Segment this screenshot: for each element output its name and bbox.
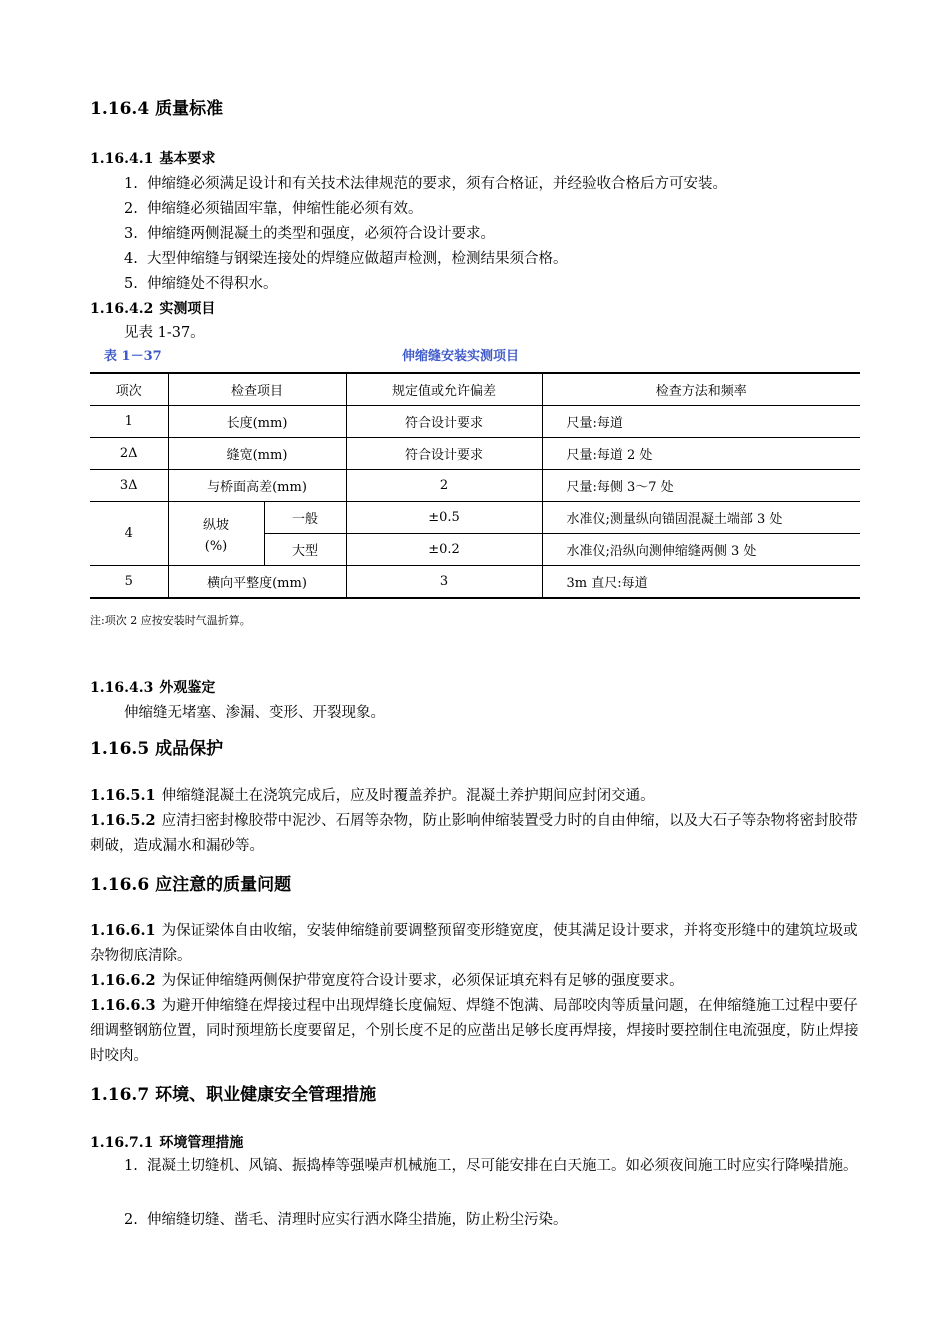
- subsection-1-16-4-2-heading: [90, 298, 215, 318]
- paragraph-text: 为保证梁体自由收缩，安装伸缩缝前要调整预留变形缝宽度，使其满足设计要求，并将变形缝中的建筑垃圾或杂物彻底清除。: [90, 923, 858, 964]
- header-cell: 检查方法和频率: [542, 373, 860, 406]
- table-label: 表 1－37: [104, 349, 162, 364]
- table-cell: 水准仪;测量纵向锚固混凝土端部 3 处: [542, 502, 860, 534]
- subsection-title: 实测项目: [159, 301, 216, 317]
- paragraph-number: 1.16.6.3: [90, 997, 156, 1014]
- paragraph-number: 1.16.5.1: [90, 787, 156, 804]
- inspection-table: [90, 372, 860, 599]
- table-cell: 3m 直尺:每道: [542, 566, 860, 599]
- table-row: [90, 438, 860, 470]
- table-note: 注:项次 2 应按安装时气温折算。: [90, 614, 251, 627]
- table-cell: 缝宽(mm): [168, 438, 346, 470]
- table-row: [90, 566, 860, 599]
- subsection-title: 环境管理措施: [159, 1135, 244, 1151]
- table-cell: 尺量:每侧 3～7 处: [542, 470, 860, 502]
- requirement-item-5: 5. 伸缩缝处不得积水。: [124, 276, 278, 292]
- table-row: [90, 502, 860, 534]
- requirement-item-3: 3. 伸缩缝两侧混凝土的类型和强度，必须符合设计要求。: [124, 226, 496, 242]
- slope-label: 纵坡: [202, 517, 229, 533]
- paragraph-text: 伸缩缝混凝土在浇筑完成后，应及时覆盖养护。混凝土养护期间应封闭交通。: [161, 788, 655, 804]
- section-1-16-6-heading: 1.16.6 应注意的质量问题: [90, 875, 292, 895]
- table-reference-text: 见表 1-37。: [124, 325, 205, 341]
- table-cell: 1: [90, 406, 168, 438]
- paragraph-1-16-6-1: [90, 918, 860, 969]
- paragraph-number: 1.16.6.1: [90, 922, 156, 939]
- subsection-number: 1.16.4.1: [90, 151, 154, 167]
- table-cell: 2Δ: [90, 438, 168, 470]
- subsection-title: 外观鉴定: [159, 680, 216, 696]
- table-row: [90, 470, 860, 502]
- table-caption: 伸缩缝安装实测项目: [402, 349, 520, 364]
- table-cell: 3Δ: [90, 470, 168, 502]
- table-cell: 与桥面高差(mm): [168, 470, 346, 502]
- header-cell: 检查项目: [168, 373, 346, 406]
- section-1-16-7-heading: 1.16.7 环境、职业健康安全管理措施: [90, 1085, 377, 1105]
- paragraph-1-16-5-1: [90, 783, 860, 809]
- table-cell: 横向平整度(mm): [168, 566, 346, 599]
- subsection-title: 基本要求: [159, 151, 216, 167]
- table-cell: 长度(mm): [168, 406, 346, 438]
- subsection-number: 1.16.4.3: [90, 680, 154, 696]
- table-cell: 5: [90, 566, 168, 599]
- environment-item-2: 2. 伸缩缝切缝、凿毛、清理时应实行洒水降尘措施，防止粉尘污染。: [124, 1212, 568, 1228]
- slope-unit: (%): [204, 538, 228, 554]
- paragraph-text: 为保证伸缩缝两侧保护带宽度符合设计要求，必须保证填充料有足够的强度要求。: [161, 973, 684, 989]
- paragraph-number: 1.16.5.2: [90, 812, 156, 829]
- paragraph-text: 应清扫密封橡胶带中泥沙、石屑等杂物，防止影响伸缩装置受力时的自由伸缩，以及大石子等杂物将密封胶带刺破，造成漏水和漏砂等。: [90, 813, 858, 854]
- environment-item-1: 1. 混凝土切缝机、风镐、振捣棒等强噪声机械施工，尽可能安排在白天施工。如必须夜间施工时应实行降噪措施。: [124, 1158, 858, 1174]
- table-cell: 3: [346, 566, 542, 599]
- subsection-1-16-4-3-heading: [90, 677, 215, 697]
- paragraph-number: 1.16.6.2: [90, 972, 156, 989]
- requirement-item-4: 4. 大型伸缩缝与钢梁连接处的焊缝应做超声检测，检测结果须合格。: [124, 251, 568, 267]
- table-cell: 一般: [264, 502, 346, 534]
- table-cell: 大型: [264, 534, 346, 566]
- paragraph-1-16-6-2: [90, 968, 860, 994]
- table-cell-slope: [168, 502, 264, 566]
- subsection-1-16-4-1-heading: [90, 148, 215, 168]
- subsection-number: 1.16.7.1: [90, 1135, 154, 1151]
- requirement-item-2: 2. 伸缩缝必须锚固牢靠，伸缩性能必须有效。: [124, 201, 423, 217]
- header-cell: 规定值或允许偏差: [346, 373, 542, 406]
- header-cell: 项次: [90, 373, 168, 406]
- table-cell: ±0.5: [346, 502, 542, 534]
- subsection-number: 1.16.4.2: [90, 301, 154, 317]
- paragraph-1-16-6-3: [90, 993, 860, 1069]
- table-cell: 水准仪;沿纵向测伸缩缝两侧 3 处: [542, 534, 860, 566]
- section-1-16-5-heading: 1.16.5 成品保护: [90, 739, 224, 759]
- paragraph-text: 为避开伸缩缝在焊接过程中出现焊缝长度偏短、焊缝不饱满、局部咬肉等质量问题，在伸缩缝施工过程中要仔细调整钢筋位置，同时预埋筋长度要留足，个别长度不足的应凿出足够长度再焊接，焊接时要控制住电流强度，防止焊接时咬肉。: [90, 998, 859, 1064]
- table-cell: 尺量:每道: [542, 406, 860, 438]
- table-cell: ±0.2: [346, 534, 542, 566]
- table-cell: 4: [90, 502, 168, 566]
- requirement-item-1: 1. 伸缩缝必须满足设计和有关技术法律规范的要求，须有合格证，并经验收合格后方可安装。: [124, 176, 728, 192]
- subsection-1-16-7-1-heading: [90, 1132, 243, 1152]
- appearance-text: 伸缩缝无堵塞、渗漏、变形、开裂现象。: [124, 705, 385, 721]
- paragraph-1-16-5-2: [90, 808, 860, 859]
- table-row: [90, 406, 860, 438]
- table-header-row: [90, 373, 860, 406]
- table-cell: 尺量:每道 2 处: [542, 438, 860, 470]
- table-cell: 2: [346, 470, 542, 502]
- section-1-16-4-heading: 1.16.4 质量标准: [90, 99, 224, 119]
- table-cell: 符合设计要求: [346, 406, 542, 438]
- table-cell: 符合设计要求: [346, 438, 542, 470]
